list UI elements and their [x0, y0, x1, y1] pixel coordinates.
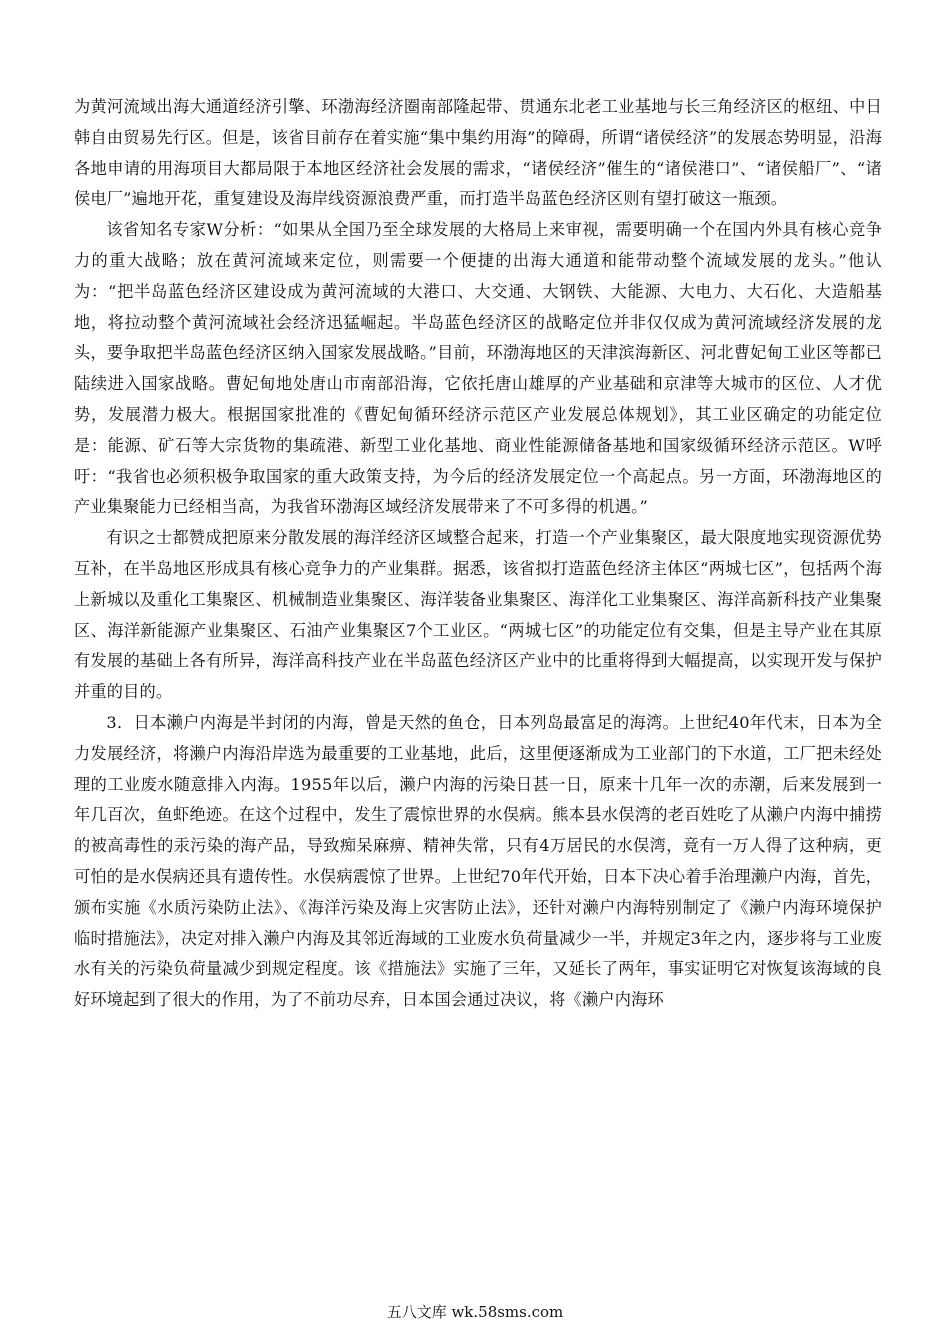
paragraph-expert-analysis: 该省知名专家W分析：“如果从全国乃至全球发展的大格局上来审视，需要明确一个在国内外具有核心竞争力的重大战略；放在黄河流域来定位，则需要一个便捷的出海大通道和能带动整个流域发展的龙头。”他认为：“把半岛蓝色经济区建设成为黄河流域的大港口、大交通、大钢铁、大能源、大电力、大石化、大造船基地，将拉动整个黄河流域社会经济迅猛崛起。半岛蓝色经济区的战略定位并非仅仅成为黄河流域经济发展的龙头，要争取把半岛蓝色经济区纳入国家发展战略。”目前，环渤海地区的天津滨海新区、河北曹妃甸工业区等都已陆续进入国家战略。曹妃甸地处唐山市南部沿海，它依托唐山雄厚的产业基础和京津等大城市的区位、人才优势，发展潜力极大。根据国家批准的《曹妃甸循环经济示范区产业发展总体规划》，其工业区确定的功能定位是：能源、矿石等大宗货物的集疏港、新型工业化基地、商业性能源储备基地和国家级循环经济示范区。W呼吁：“我省也必须积极争取国家的重大政策支持，为今后的经济发展定位一个高起点。另一方面，环渤海地区的产业集聚能力已经相当高，为我省环渤海区域经济发展带来了不可多得的机遇。”: [74, 220, 882, 517]
paragraph-continuation: 为黄河流域出海大通道经济引擎、环渤海经济圈南部隆起带、贯通东北老工业基地与长三角经济区的枢纽、中日韩自由贸易先行区。但是，该省目前存在着实施“集中集约用海”的障碍，所谓“诸侯经济”的发展态势明显，沿海各地申请的用海项目大都局限于本地区经济社会发展的需求，“诸侯经济”催生的“诸侯港口”、“诸侯船厂”、“诸侯电厂”遍地开花，重复建设及海岸线资源浪费严重，而打造半岛蓝色经济区则有望打破这一瓶颈。: [74, 97, 882, 209]
paragraph-seto-inland-sea: 3．日本濑户内海是半封闭的内海，曾是天然的鱼仓，日本列岛最富足的海湾。上世纪40年代末，日本为全力发展经济，将濑户内海沿岸选为最重要的工业基地，此后，这里便逐渐成为工业部门的下水道，工厂把未经处理的工业废水随意排入内海。1955年以后，濑户内海的污染日甚一日，原来十几年一次的赤潮，后来发展到一年几百次，鱼虾绝迹。在这个过程中，发生了震惊世界的水俣病。熊本县水俣湾的老百姓吃了从濑户内海中捕捞的被高毒性的汞污染的海产品，导致痴呆麻痹、精神失常，只有4万居民的水俣湾，竟有一万人得了这种病，更可怕的是水俣病还具有遗传性。水俣病震惊了世界。上世纪70年代开始，日本下决心着手治理濑户内海，首先，颁布实施《水质污染防止法》、《海洋污染及海上灾害防止法》，还针对濑户内海特别制定了《濑户内海环境保护临时措施法》，决定对排入濑户内海及其邻近海域的工业废水负荷量减少一半，并规定3年之内，逐步将与工业废水有关的污染负荷量减少到规定程度。该《措施法》实施了三年，又延长了两年，事实证明它对恢复该海域的良好环境起到了很大的作用，为了不前功尽弃，日本国会通过决议，将《濑户内海环: [74, 712, 882, 1010]
page-footer: 五八文库 wk.58sms.com: [386, 1303, 564, 1321]
document-body: [74, 92, 882, 1016]
paragraph-industrial-cluster: 有识之士都赞成把原来分散发展的海洋经济区域整合起来，打造一个产业集聚区，最大限度地实现资源优势互补，在半岛地区形成具有核心竞争力的产业集群。据悉，该省拟打造蓝色经济主体区“两城七区”，包括两个海上新城以及重化工集聚区、机械制造业集聚区、海洋装备业集聚区、海洋化工业集聚区、海洋高新科技产业集聚区、海洋新能源产业集聚区、石油产业集聚区7个工业区。“两城七区”的功能定位有交集，但是主导产业在其原有发展的基础上各有所异，海洋高科技产业在半岛蓝色经济区产业中的比重将得到大幅提高，以实现开发与保护并重的目的。: [74, 528, 882, 702]
